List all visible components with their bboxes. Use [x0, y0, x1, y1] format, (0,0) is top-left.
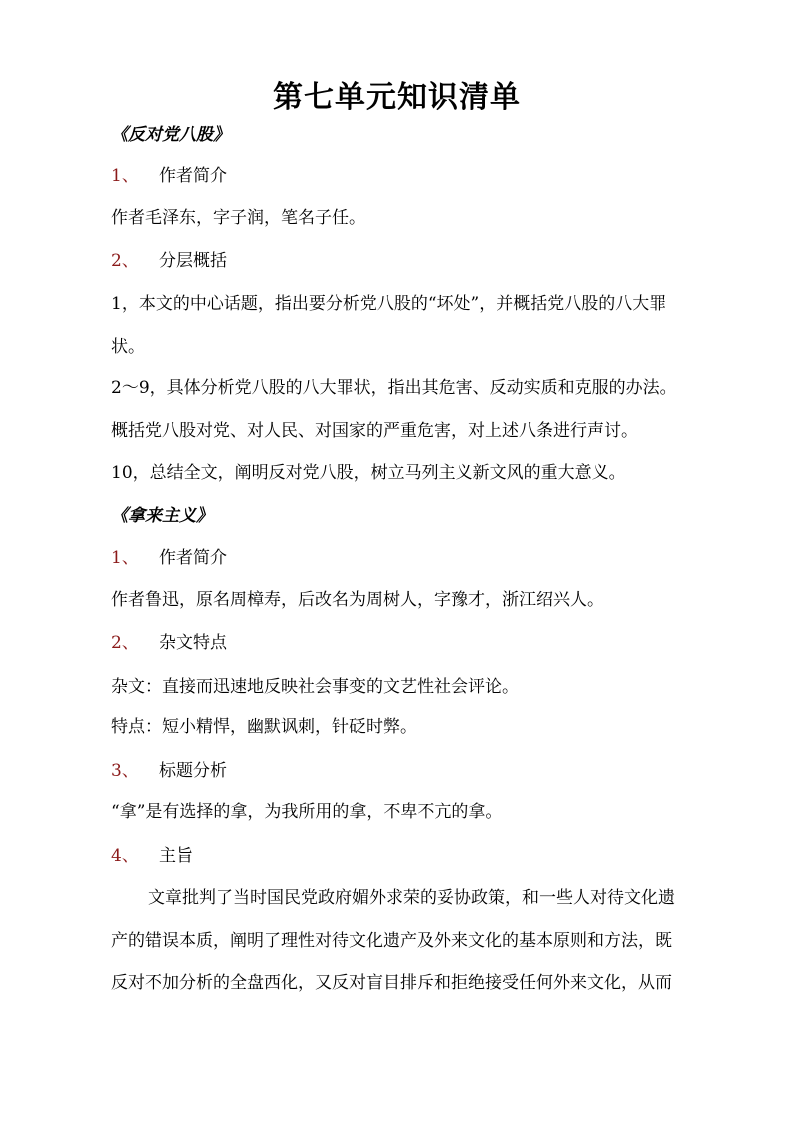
section1-summary-line: 2～9，具体分析党八股的八大罪状，指出其危害、反动实质和克服的办法。 [111, 378, 677, 398]
section2-heading-title-analysis [111, 760, 227, 782]
section1-summary-line: 概括党八股对党、对人民、对国家的严重危害，对上述八条进行声讨。 [111, 421, 638, 441]
heading-number: 1、 [111, 166, 139, 186]
heading-text: 分层概括 [159, 251, 227, 271]
heading-text: 主旨 [159, 846, 193, 866]
heading-text: 作者简介 [159, 166, 227, 186]
heading-number: 1、 [111, 548, 139, 568]
section1-summary-line: 状。 [111, 337, 145, 357]
page-title: 第七单元知识清单 [273, 80, 521, 115]
heading-text: 标题分析 [159, 761, 227, 781]
section2-heading-author [111, 547, 227, 569]
heading-number: 3、 [111, 761, 139, 781]
heading-text: 作者简介 [159, 548, 227, 568]
book-title-fandui-dangbagu: 《反对党八股》 [111, 125, 230, 145]
section1-summary-line: 1，本文的中心话题，指出要分析党八股的“坏处”，并概括党八股的八大罪 [111, 294, 667, 314]
section2-theme-line: 文章批判了当时国民党政府媚外求荣的妥协政策，和一些人对待文化遗 [148, 888, 675, 908]
section2-zawen-definition: 杂文：直接而迅速地反映社会事变的文艺性社会评论。 [111, 677, 519, 697]
book-title-nalai-zhuyi: 《拿来主义》 [111, 506, 213, 526]
section2-theme-line: 产的错误本质，阐明了理性对待文化遗产及外来文化的基本原则和方法，既 [111, 931, 672, 951]
section2-heading-theme [111, 845, 193, 867]
section2-author-paragraph: 作者鲁迅，原名周樟寿，后改名为周树人，字豫才，浙江绍兴人。 [111, 590, 604, 610]
section2-heading-zawen [111, 632, 227, 654]
heading-number: 2、 [111, 633, 139, 653]
section2-theme-line: 反对不加分析的全盘西化，又反对盲目排斥和拒绝接受任何外来文化，从而 [111, 973, 672, 993]
heading-number: 4、 [111, 846, 139, 866]
section1-summary-line: 10，总结全文，阐明反对党八股，树立马列主义新文风的重大意义。 [111, 463, 626, 483]
section2-title-analysis-paragraph: “拿”是有选择的拿，为我所用的拿，不卑不亢的拿。 [111, 802, 503, 822]
heading-text: 杂文特点 [159, 633, 227, 653]
section1-heading-author [111, 165, 227, 187]
section1-author-paragraph: 作者毛泽东，字子润，笔名子任。 [111, 208, 366, 228]
section1-heading-summary [111, 250, 227, 272]
heading-number: 2、 [111, 251, 139, 271]
section2-zawen-features: 特点：短小精悍，幽默讽刺，针砭时弊。 [111, 717, 417, 737]
